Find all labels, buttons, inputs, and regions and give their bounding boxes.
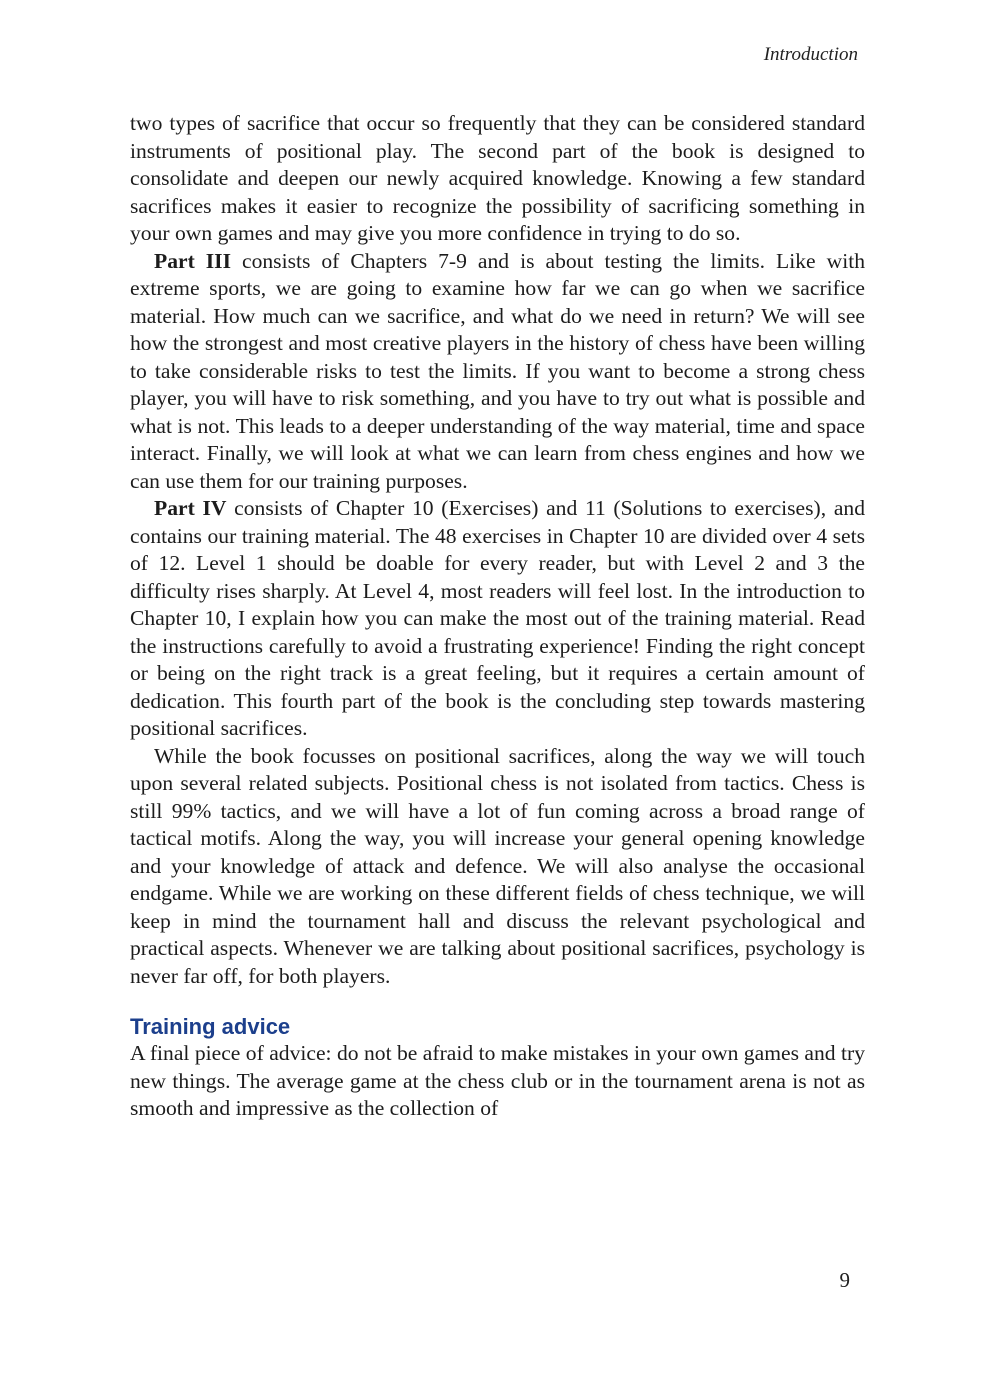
page-body bbox=[130, 110, 865, 1123]
paragraph-lead: Part III bbox=[154, 248, 231, 273]
paragraph-text: While the book focusses on positional sacrifices, along the way we will touch upon several related subjects. Positional chess is not isolated from tactics. Chess is still 99% tactics, and we will have a lot of fun coming across a broad range of tactical motifs. Along the way, you will increase your general opening knowledge and your knowledge of attack and defence. We will also analyse the occasional endgame. While we are working on these different fields of chess technique, we will keep in mind the tournament hall and discuss the relevant psychological and practical aspects. Whenever we are talking about positional sacrifices, psychology is never far off, for both players. bbox=[130, 743, 865, 988]
running-header-title: Introduction bbox=[763, 44, 858, 65]
paragraph-lead: Part IV bbox=[154, 496, 227, 520]
page-number: 9 bbox=[839, 1268, 850, 1292]
paragraph-related-subjects bbox=[130, 743, 865, 991]
paragraph-text: consists of Chapters 7-9 and is about testing the limits. Like with extreme sports, we are going to examine how far we can go when we sacrifice material. How much can we sacrifice, and what do we need in return? We will see how the strongest and most creative players in the history of chess have been willing to take considerable risks to test the limits. If you want to become a strong chess player, you will have to risk something, and you have to try out what is possible and what is not. This leads to a deeper understanding of the way material, time and space interact. Finally, we will look at what we can learn from chess engines and how we can use them for our training purposes. bbox=[130, 248, 865, 493]
paragraph-text: A final piece of advice: do not be afraid to make mistakes in your own games and try new things. The average game at the chess club or in the tournament arena is not as smooth and impressive as the collection of bbox=[130, 1041, 865, 1120]
paragraph-part-iii bbox=[130, 248, 865, 496]
paragraph-training-advice bbox=[130, 1040, 865, 1123]
section-heading: Training advice bbox=[130, 1014, 291, 1039]
paragraph-text: consists of Chapter 10 (Exercises) and 11 (Solutions to exercises), and contains our training material. The 48 exercises in Chapter 10 are divided over 4 sets of 12. Level 1 should be doable for every reader, but with Level 2 and 3 the difficulty rises sharply. At Level 4, most readers will feel lost. In the introduction to Chapter 10, I explain how you can make the most out of the training material. Read the instructions carefully to avoid a frustrating experience! Finding the right concept or being on the right track is a great feeling, but it requires a certain amount of dedication. This fourth part of the book is the concluding step towards mastering positional sacrifices. bbox=[130, 496, 866, 740]
paragraph-continuation bbox=[130, 110, 865, 248]
paragraph-text: two types of sacrifice that occur so frequently that they can be considered standard instruments of positional play. The second part of the book is designed to consolidate and deepen our newly acquired knowledge. Knowing a few standard sacrifices makes it easier to recognize the possibility of sacrificing something in your own games and may give you more confidence in trying to do so. bbox=[130, 111, 865, 245]
paragraph-part-iv bbox=[130, 495, 865, 743]
